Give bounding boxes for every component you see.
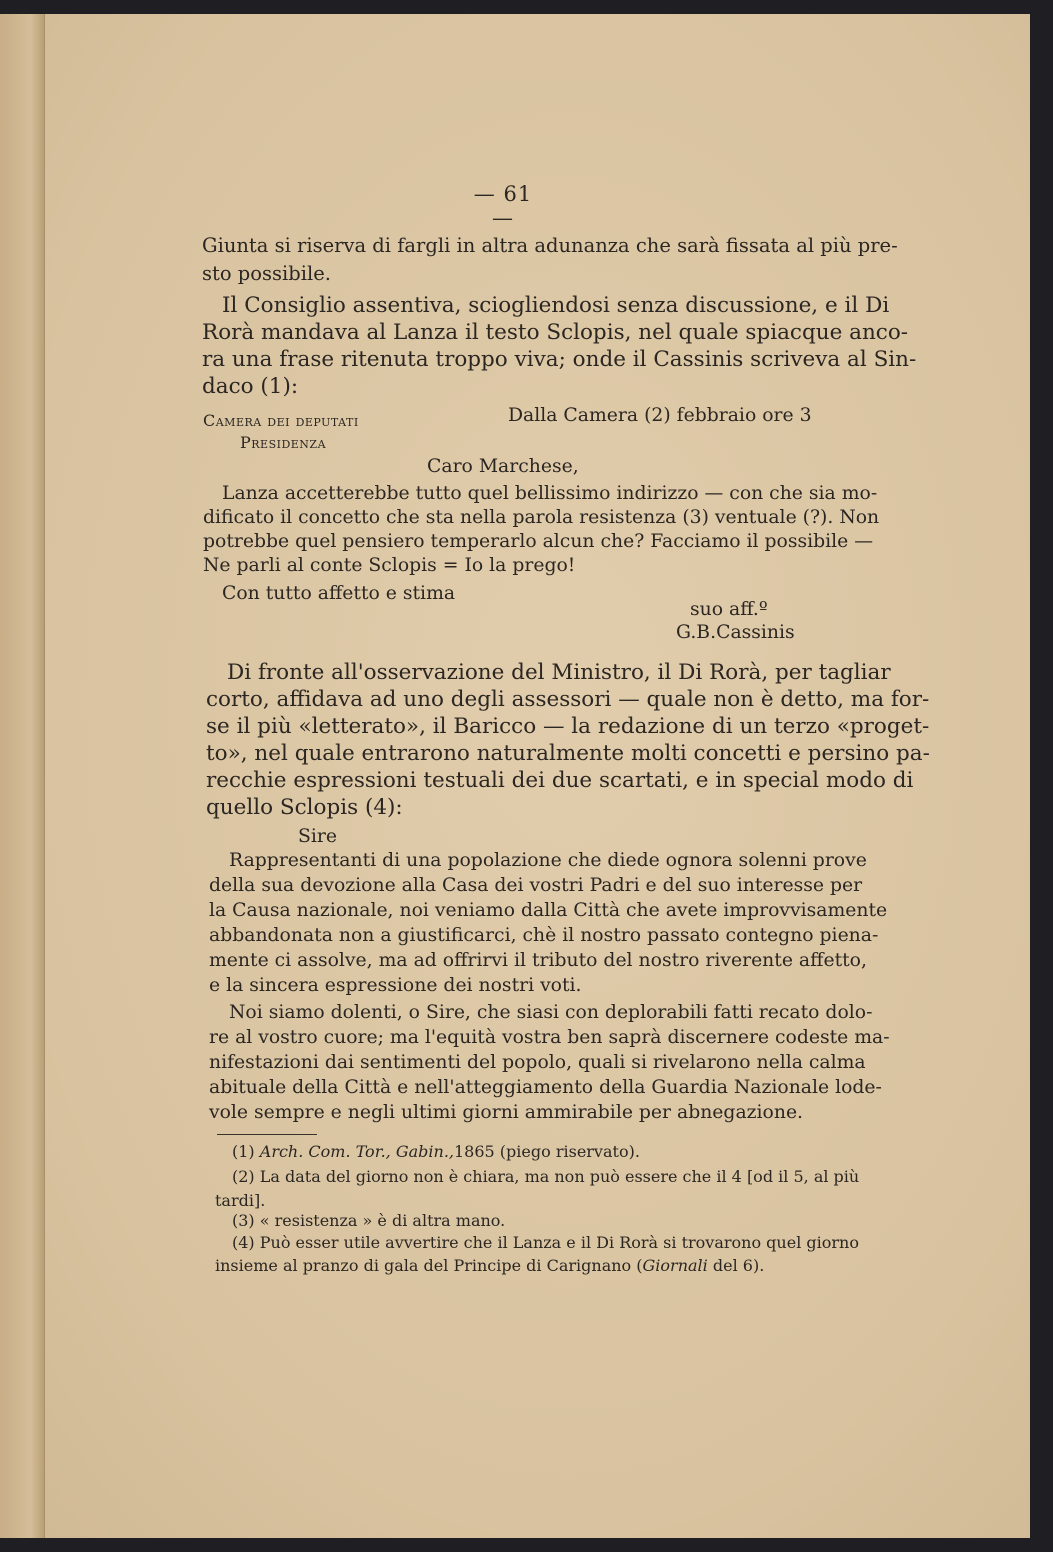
- address-p1-line-5: mente ci assolve, ma ad offrirvi il tributo del nostro riverente affetto,: [209, 950, 867, 971]
- page-number: — 61 —: [473, 182, 533, 230]
- address-p2-line-4: abituale della Città e nell'atteggiamento della Guardia Nazionale lode-: [209, 1077, 882, 1098]
- letter-body-line-1: Lanza accetterebbe tutto quel bellissimo indirizzo — con che sia mo-: [222, 483, 878, 504]
- page-content: [0, 14, 1030, 1538]
- para1-line-1: Il Consiglio assentiva, sciogliendosi senza discussione, e il Di: [222, 293, 890, 318]
- footnote-1-source: Arch. Com. Tor., Gabin.,: [259, 1142, 454, 1161]
- para2-line-2: corto, affidava ad uno degli assessori — quale non è detto, ma for-: [206, 687, 930, 712]
- address-p1-line-2: della sua devozione alla Casa dei vostri Padri e del suo interesse per: [209, 875, 863, 896]
- address-heading: Sire: [298, 826, 337, 847]
- letter-signature-aff: suo aff.º: [690, 599, 768, 620]
- address-p2-line-5: vole sempre e negli ultimi giorni ammirabile per abnegazione.: [209, 1102, 804, 1123]
- address-p1-line-6: e la sincera espressione dei nostri voti.: [209, 975, 582, 996]
- footnote-3: (3) « resistenza » è di altra mano.: [232, 1211, 506, 1230]
- letter-body-line-3: potrebbe quel pensiero temperarlo alcun che? Facciamo il possibile —: [203, 531, 874, 552]
- letter-body-line-4: Ne parli al conte Sclopis = Io la prego!: [203, 555, 576, 576]
- para2-line-1: Di fronte all'osservazione del Ministro, il Di Rorà, per tagliar: [227, 660, 891, 685]
- footnote-4-line-1: (4) Può esser utile avvertire che il Lanza e il Di Rorà si trovarono quel giorno: [232, 1233, 859, 1252]
- letter-closing: Con tutto affetto e stima: [222, 583, 456, 604]
- letter-salutation: Caro Marchese,: [427, 456, 579, 477]
- letter-signature-name: G.B.Cassinis: [676, 622, 795, 643]
- footnote-1-detail: 1865 (piego riservato).: [454, 1142, 640, 1161]
- letter-body-line-2: dificato il concetto che sta nella parola resistenza (3) ventuale (?). Non: [203, 507, 880, 528]
- address-p2-line-1: Noi siamo dolenti, o Sire, che siasi con deplorabili fatti recato dolo-: [229, 1002, 873, 1023]
- para2-line-6: quello Sclopis (4):: [206, 795, 403, 820]
- address-p2-line-2: re al vostro cuore; ma l'equità vostra ben saprà discernere codeste ma-: [209, 1027, 890, 1048]
- footnote-2-line-2: tardi].: [215, 1191, 266, 1210]
- intro-line-1: Giunta si riserva di fargli in altra adunanza che sarà fissata al più pre-: [202, 234, 898, 257]
- address-p1-line-4: abbandonata non a giustificarci, chè il nostro passato contegno piena-: [209, 925, 879, 946]
- footnote-4-line-2: [215, 1256, 764, 1275]
- letter-header-presidency: Presidenza: [240, 433, 327, 452]
- footnote-4-end: del 6).: [707, 1256, 765, 1275]
- intro-line-2: sto possibile.: [202, 262, 331, 285]
- address-p1-line-1: Rappresentanti di una popolazione che diede ognora solenni prove: [229, 850, 867, 871]
- footnote-1: [232, 1142, 640, 1161]
- book-page: [0, 14, 1030, 1538]
- address-p2-line-3: nifestazioni dai sentimenti del popolo, quali si rivelarono nella calma: [209, 1052, 866, 1073]
- para1-line-4: daco (1):: [202, 374, 299, 399]
- para2-line-5: recchie espressioni testuali dei due scartati, e in special modo di: [206, 768, 914, 793]
- address-p1-line-3: la Causa nazionale, noi veniamo dalla Città che avete improvvisamente: [209, 900, 888, 921]
- para1-line-3: ra una frase ritenuta troppo viva; onde il Cassinis scriveva al Sin-: [202, 347, 917, 372]
- footnote-4-text: insieme al pranzo di gala del Principe di Carignano (: [215, 1256, 643, 1275]
- para1-line-2: Rorà mandava al Lanza il testo Sclopis, nel quale spiacque anco-: [202, 320, 909, 345]
- footnote-2-line-1: (2) La data del giorno non è chiara, ma non può essere che il 4 [od il 5, al più: [232, 1167, 860, 1186]
- letter-header-chamber: Camera dei deputati: [203, 411, 359, 430]
- letter-date: Dalla Camera (2) febbraio ore 3: [508, 405, 812, 426]
- footnote-rule: [217, 1134, 317, 1135]
- para2-line-3: se il più «letterato», il Baricco — la redazione di un terzo «proget-: [206, 714, 930, 739]
- footnote-1-number: (1): [232, 1142, 255, 1161]
- footnote-4-source: Giornali: [642, 1256, 708, 1275]
- para2-line-4: to», nel quale entrarono naturalmente molti concetti e persino pa-: [206, 741, 930, 766]
